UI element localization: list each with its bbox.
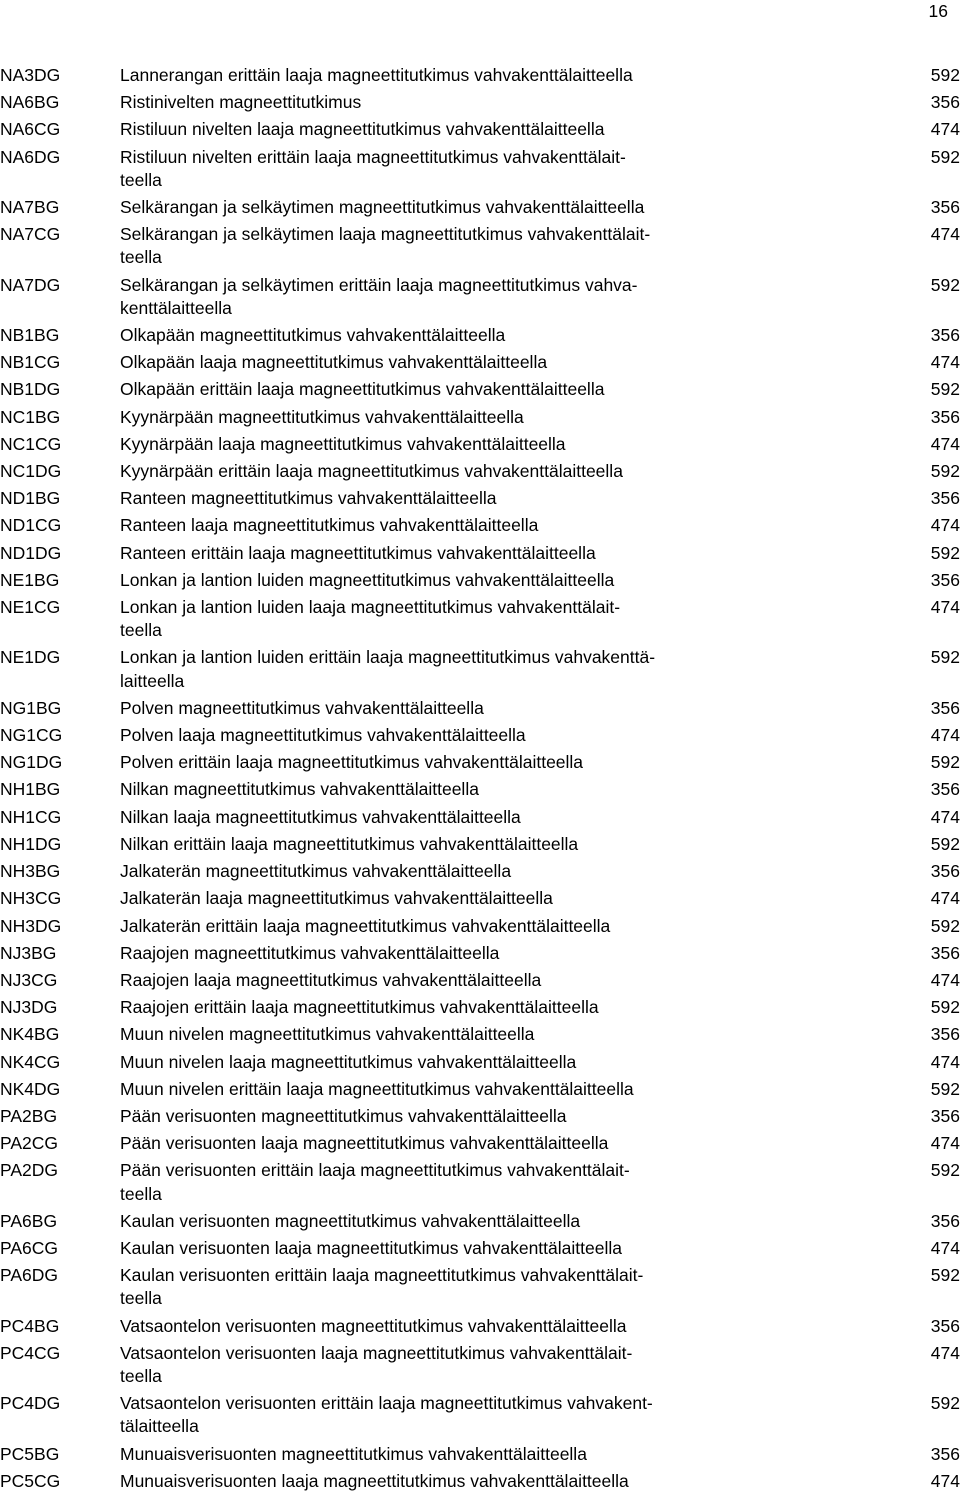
- table-row: [0, 806, 960, 833]
- procedure-price: 356: [930, 325, 960, 346]
- procedure-code: NE1DG: [0, 647, 61, 668]
- table-row: [0, 1264, 960, 1314]
- procedure-description: Lonkan ja lantion luiden magneettitutkimus vahvakenttälaitteella: [120, 569, 615, 590]
- procedure-code: NA7BG: [0, 197, 60, 218]
- table-row: [0, 887, 960, 914]
- procedure-price: 592: [930, 379, 960, 400]
- procedure-price: 356: [930, 697, 960, 718]
- procedure-description: Munuaisverisuonten laaja magneettitutkimus vahvakenttälaitteella: [120, 1470, 629, 1491]
- procedure-description: Ranteen magneettitutkimus vahvakenttälaitteella: [120, 488, 497, 509]
- table-row: [0, 1342, 960, 1392]
- procedure-code: NG1BG: [0, 697, 62, 718]
- procedure-price: 474: [930, 515, 960, 536]
- procedure-price: 592: [930, 1160, 960, 1181]
- procedure-price: 474: [930, 1051, 960, 1072]
- procedure-price: 474: [930, 888, 960, 909]
- procedure-price: 474: [930, 969, 960, 990]
- table-row: [0, 460, 960, 487]
- procedure-description: Pään verisuonten laaja magneettitutkimus vahvakenttälaitteella: [120, 1133, 609, 1154]
- procedure-description: Nilkan magneettitutkimus vahvakenttälaitteella: [120, 779, 479, 800]
- procedure-description: Ristiluun nivelten erittäin laaja magneettitutkimus vahvakenttälait- teella: [120, 146, 626, 190]
- procedure-price: 474: [930, 725, 960, 746]
- procedure-description: Selkärangan ja selkäytimen erittäin laaja magneettitutkimus vahva- kenttälaitteella: [120, 274, 638, 318]
- procedure-price: 474: [930, 597, 960, 618]
- procedure-code: ND1DG: [0, 542, 62, 563]
- procedure-description: Muun nivelen laaja magneettitutkimus vahvakenttälaitteella: [120, 1051, 577, 1072]
- procedure-code: NC1DG: [0, 461, 62, 482]
- procedure-description: Ranteen erittäin laaja magneettitutkimus vahvakenttälaitteella: [120, 542, 596, 563]
- procedure-code: NG1DG: [0, 752, 63, 773]
- procedure-price: 592: [930, 915, 960, 936]
- table-row: [0, 915, 960, 942]
- procedure-price: 356: [930, 1024, 960, 1045]
- table-row: [0, 1210, 960, 1237]
- table-row: [0, 146, 960, 196]
- procedure-code: NA6BG: [0, 92, 60, 113]
- procedure-code: PA2CG: [0, 1133, 59, 1154]
- table-row: [0, 324, 960, 351]
- table-row: [0, 1315, 960, 1342]
- procedure-price: 356: [930, 1443, 960, 1464]
- table-row: [0, 697, 960, 724]
- procedure-description: Polven magneettitutkimus vahvakenttälaitteella: [120, 697, 484, 718]
- table-row: [0, 1470, 960, 1497]
- procedure-code: NK4DG: [0, 1078, 61, 1099]
- procedure-code: NJ3BG: [0, 942, 57, 963]
- procedure-code: NH3CG: [0, 888, 62, 909]
- procedure-price: 474: [930, 119, 960, 140]
- procedure-code: PA2DG: [0, 1160, 59, 1181]
- procedure-description: Olkapään erittäin laaja magneettitutkimus vahvakenttälaitteella: [120, 379, 605, 400]
- procedure-description: Raajojen laaja magneettitutkimus vahvakenttälaitteella: [120, 969, 542, 990]
- table-row: [0, 64, 960, 91]
- procedure-description: Ristiluun nivelten laaja magneettitutkimus vahvakenttälaitteella: [120, 119, 605, 140]
- table-row: [0, 351, 960, 378]
- table-row: [0, 724, 960, 751]
- procedure-code: ND1BG: [0, 488, 61, 509]
- table-row: [0, 542, 960, 569]
- procedure-price: 356: [930, 1315, 960, 1336]
- procedure-description: Kyynärpään erittäin laaja magneettitutkimus vahvakenttälaitteella: [120, 461, 623, 482]
- procedure-price: 592: [930, 752, 960, 773]
- procedure-description: Kaulan verisuonten laaja magneettitutkimus vahvakenttälaitteella: [120, 1237, 622, 1258]
- procedure-code: NA7CG: [0, 224, 61, 245]
- table-row: [0, 860, 960, 887]
- procedure-code: PC4DG: [0, 1393, 61, 1414]
- table-row: [0, 514, 960, 541]
- procedure-price: 356: [930, 406, 960, 427]
- procedure-code: ND1CG: [0, 515, 62, 536]
- procedure-code: NK4CG: [0, 1051, 61, 1072]
- table-row: [0, 91, 960, 118]
- procedure-description: Kyynärpään laaja magneettitutkimus vahvakenttälaitteella: [120, 433, 566, 454]
- table-row: [0, 487, 960, 514]
- table-row: [0, 1237, 960, 1264]
- procedure-code: NH3BG: [0, 861, 61, 882]
- procedure-description: Polven laaja magneettitutkimus vahvakenttälaitteella: [120, 725, 526, 746]
- procedure-description: Selkärangan ja selkäytimen laaja magneettitutkimus vahvakenttälait- teella: [120, 224, 651, 268]
- procedure-description: Munuaisverisuonten magneettitutkimus vahvakenttälaitteella: [120, 1443, 587, 1464]
- procedure-price: 474: [930, 1133, 960, 1154]
- procedure-description: Pään verisuonten erittäin laaja magneettitutkimus vahvakenttälait- teella: [120, 1160, 630, 1204]
- procedure-description: Ranteen laaja magneettitutkimus vahvakenttälaitteella: [120, 515, 539, 536]
- procedure-code: PC4BG: [0, 1315, 60, 1336]
- table-row: [0, 378, 960, 405]
- procedure-description: Ristinivelten magneettitutkimus: [120, 92, 362, 113]
- procedure-description: Olkapään laaja magneettitutkimus vahvakenttälaitteella: [120, 352, 548, 373]
- procedure-price: 474: [930, 806, 960, 827]
- table-row: [0, 942, 960, 969]
- procedure-code: NA6CG: [0, 119, 61, 140]
- procedure-code: NE1CG: [0, 597, 61, 618]
- procedure-code: NJ3CG: [0, 969, 58, 990]
- procedure-price-table: [0, 64, 960, 1497]
- table-row: [0, 646, 960, 696]
- procedure-description: Muun nivelen magneettitutkimus vahvakenttälaitteella: [120, 1024, 535, 1045]
- procedure-code: PA6DG: [0, 1265, 59, 1286]
- procedure-description: Raajojen erittäin laaja magneettitutkimus vahvakenttälaitteella: [120, 997, 599, 1018]
- procedure-description: Olkapään magneettitutkimus vahvakenttälaitteella: [120, 325, 506, 346]
- table-row: [0, 1051, 960, 1078]
- procedure-code: NB1BG: [0, 325, 60, 346]
- procedure-price: 356: [930, 942, 960, 963]
- procedure-price: 592: [930, 997, 960, 1018]
- procedure-description: Vatsaontelon verisuonten erittäin laaja magneettitutkimus vahvakent- tälaitteella: [120, 1393, 653, 1437]
- procedure-price: 356: [930, 1105, 960, 1126]
- procedure-price: 356: [930, 779, 960, 800]
- procedure-code: PA2BG: [0, 1105, 58, 1126]
- procedure-description: Kaulan verisuonten erittäin laaja magneettitutkimus vahvakenttälait- teella: [120, 1265, 644, 1309]
- table-row: [0, 751, 960, 778]
- procedure-code: PA6CG: [0, 1237, 59, 1258]
- table-row: [0, 433, 960, 460]
- procedure-price: 592: [930, 274, 960, 295]
- procedure-price: 356: [930, 861, 960, 882]
- procedure-description: Polven erittäin laaja magneettitutkimus vahvakenttälaitteella: [120, 752, 584, 773]
- procedure-description: Jalkaterän erittäin laaja magneettitutkimus vahvakenttälaitteella: [120, 915, 611, 936]
- procedure-code: NC1CG: [0, 433, 62, 454]
- table-row: [0, 1392, 960, 1442]
- procedure-price: 592: [930, 833, 960, 854]
- procedure-price: 474: [930, 1470, 960, 1491]
- table-row: [0, 596, 960, 646]
- procedure-price: 592: [930, 1393, 960, 1414]
- procedure-price: 356: [930, 1210, 960, 1231]
- table-row: [0, 196, 960, 223]
- procedure-price: 356: [930, 488, 960, 509]
- procedure-description: Vatsaontelon verisuonten magneettitutkimus vahvakenttälaitteella: [120, 1315, 627, 1336]
- procedure-description: Kaulan verisuonten magneettitutkimus vahvakenttälaitteella: [120, 1210, 581, 1231]
- procedure-price: 592: [930, 647, 960, 668]
- procedure-code: NH1CG: [0, 806, 62, 827]
- procedure-description: Pään verisuonten magneettitutkimus vahvakenttälaitteella: [120, 1105, 567, 1126]
- procedure-rows: [0, 64, 960, 1497]
- procedure-code: PC5CG: [0, 1470, 61, 1491]
- procedure-price: 592: [930, 461, 960, 482]
- procedure-code: PC5BG: [0, 1443, 60, 1464]
- table-row: [0, 778, 960, 805]
- procedure-description: Lonkan ja lantion luiden erittäin laaja magneettitutkimus vahvakenttä- laitteella: [120, 647, 656, 691]
- procedure-code: NJ3DG: [0, 997, 58, 1018]
- procedure-description: Lannerangan erittäin laaja magneettitutkimus vahvakenttälaitteella: [120, 65, 633, 85]
- procedure-code: NK4BG: [0, 1024, 60, 1045]
- procedure-description: Nilkan laaja magneettitutkimus vahvakenttälaitteella: [120, 806, 521, 827]
- procedure-code: NG1CG: [0, 725, 63, 746]
- procedure-price: 592: [930, 542, 960, 563]
- procedure-description: Selkärangan ja selkäytimen magneettitutkimus vahvakenttälaitteella: [120, 197, 645, 218]
- procedure-price: 356: [930, 569, 960, 590]
- table-row: [0, 118, 960, 145]
- procedure-code: PC4CG: [0, 1342, 61, 1363]
- procedure-code: PA6BG: [0, 1210, 58, 1231]
- table-row: [0, 833, 960, 860]
- procedure-description: Kyynärpään magneettitutkimus vahvakenttälaitteella: [120, 406, 524, 427]
- procedure-description: Raajojen magneettitutkimus vahvakenttälaitteella: [120, 942, 500, 963]
- procedure-price: 474: [930, 224, 960, 245]
- procedure-price: 592: [930, 1078, 960, 1099]
- table-row: [0, 1023, 960, 1050]
- table-row: [0, 1078, 960, 1105]
- procedure-price: 474: [930, 1237, 960, 1258]
- procedure-description: Jalkaterän magneettitutkimus vahvakenttälaitteella: [120, 861, 512, 882]
- procedure-code: NB1CG: [0, 352, 61, 373]
- table-row: [0, 1159, 960, 1209]
- procedure-code: NA6DG: [0, 146, 61, 167]
- table-row: [0, 406, 960, 433]
- procedure-code: NA7DG: [0, 274, 61, 295]
- procedure-price: 474: [930, 352, 960, 373]
- procedure-code: NH1DG: [0, 833, 62, 854]
- procedure-price: 356: [930, 92, 960, 113]
- procedure-price: 474: [930, 433, 960, 454]
- procedure-code: NC1BG: [0, 406, 61, 427]
- procedure-description: Jalkaterän laaja magneettitutkimus vahvakenttälaitteella: [120, 888, 553, 909]
- table-row: [0, 569, 960, 596]
- procedure-price: 356: [930, 197, 960, 218]
- procedure-price: 592: [930, 146, 960, 167]
- table-row: [0, 969, 960, 996]
- table-row: [0, 274, 960, 324]
- procedure-price: 474: [930, 1342, 960, 1363]
- procedure-code: NH3DG: [0, 915, 62, 936]
- procedure-description: Lonkan ja lantion luiden laaja magneettitutkimus vahvakenttälait- teella: [120, 597, 621, 641]
- procedure-price: 592: [930, 65, 960, 85]
- procedure-code: NE1BG: [0, 569, 60, 590]
- procedure-code: NH1BG: [0, 779, 61, 800]
- procedure-description: Vatsaontelon verisuonten laaja magneettitutkimus vahvakenttälait- teella: [120, 1342, 633, 1386]
- table-row: [0, 1132, 960, 1159]
- procedure-price: 592: [930, 1265, 960, 1286]
- procedure-code: NA3DG: [0, 65, 61, 85]
- procedure-description: Muun nivelen erittäin laaja magneettitutkimus vahvakenttälaitteella: [120, 1078, 634, 1099]
- table-row: [0, 1105, 960, 1132]
- table-row: [0, 223, 960, 273]
- table-row: [0, 1443, 960, 1470]
- procedure-description: Nilkan erittäin laaja magneettitutkimus vahvakenttälaitteella: [120, 833, 579, 854]
- table-row: [0, 996, 960, 1023]
- procedure-code: NB1DG: [0, 379, 61, 400]
- page-number: 16: [928, 1, 948, 21]
